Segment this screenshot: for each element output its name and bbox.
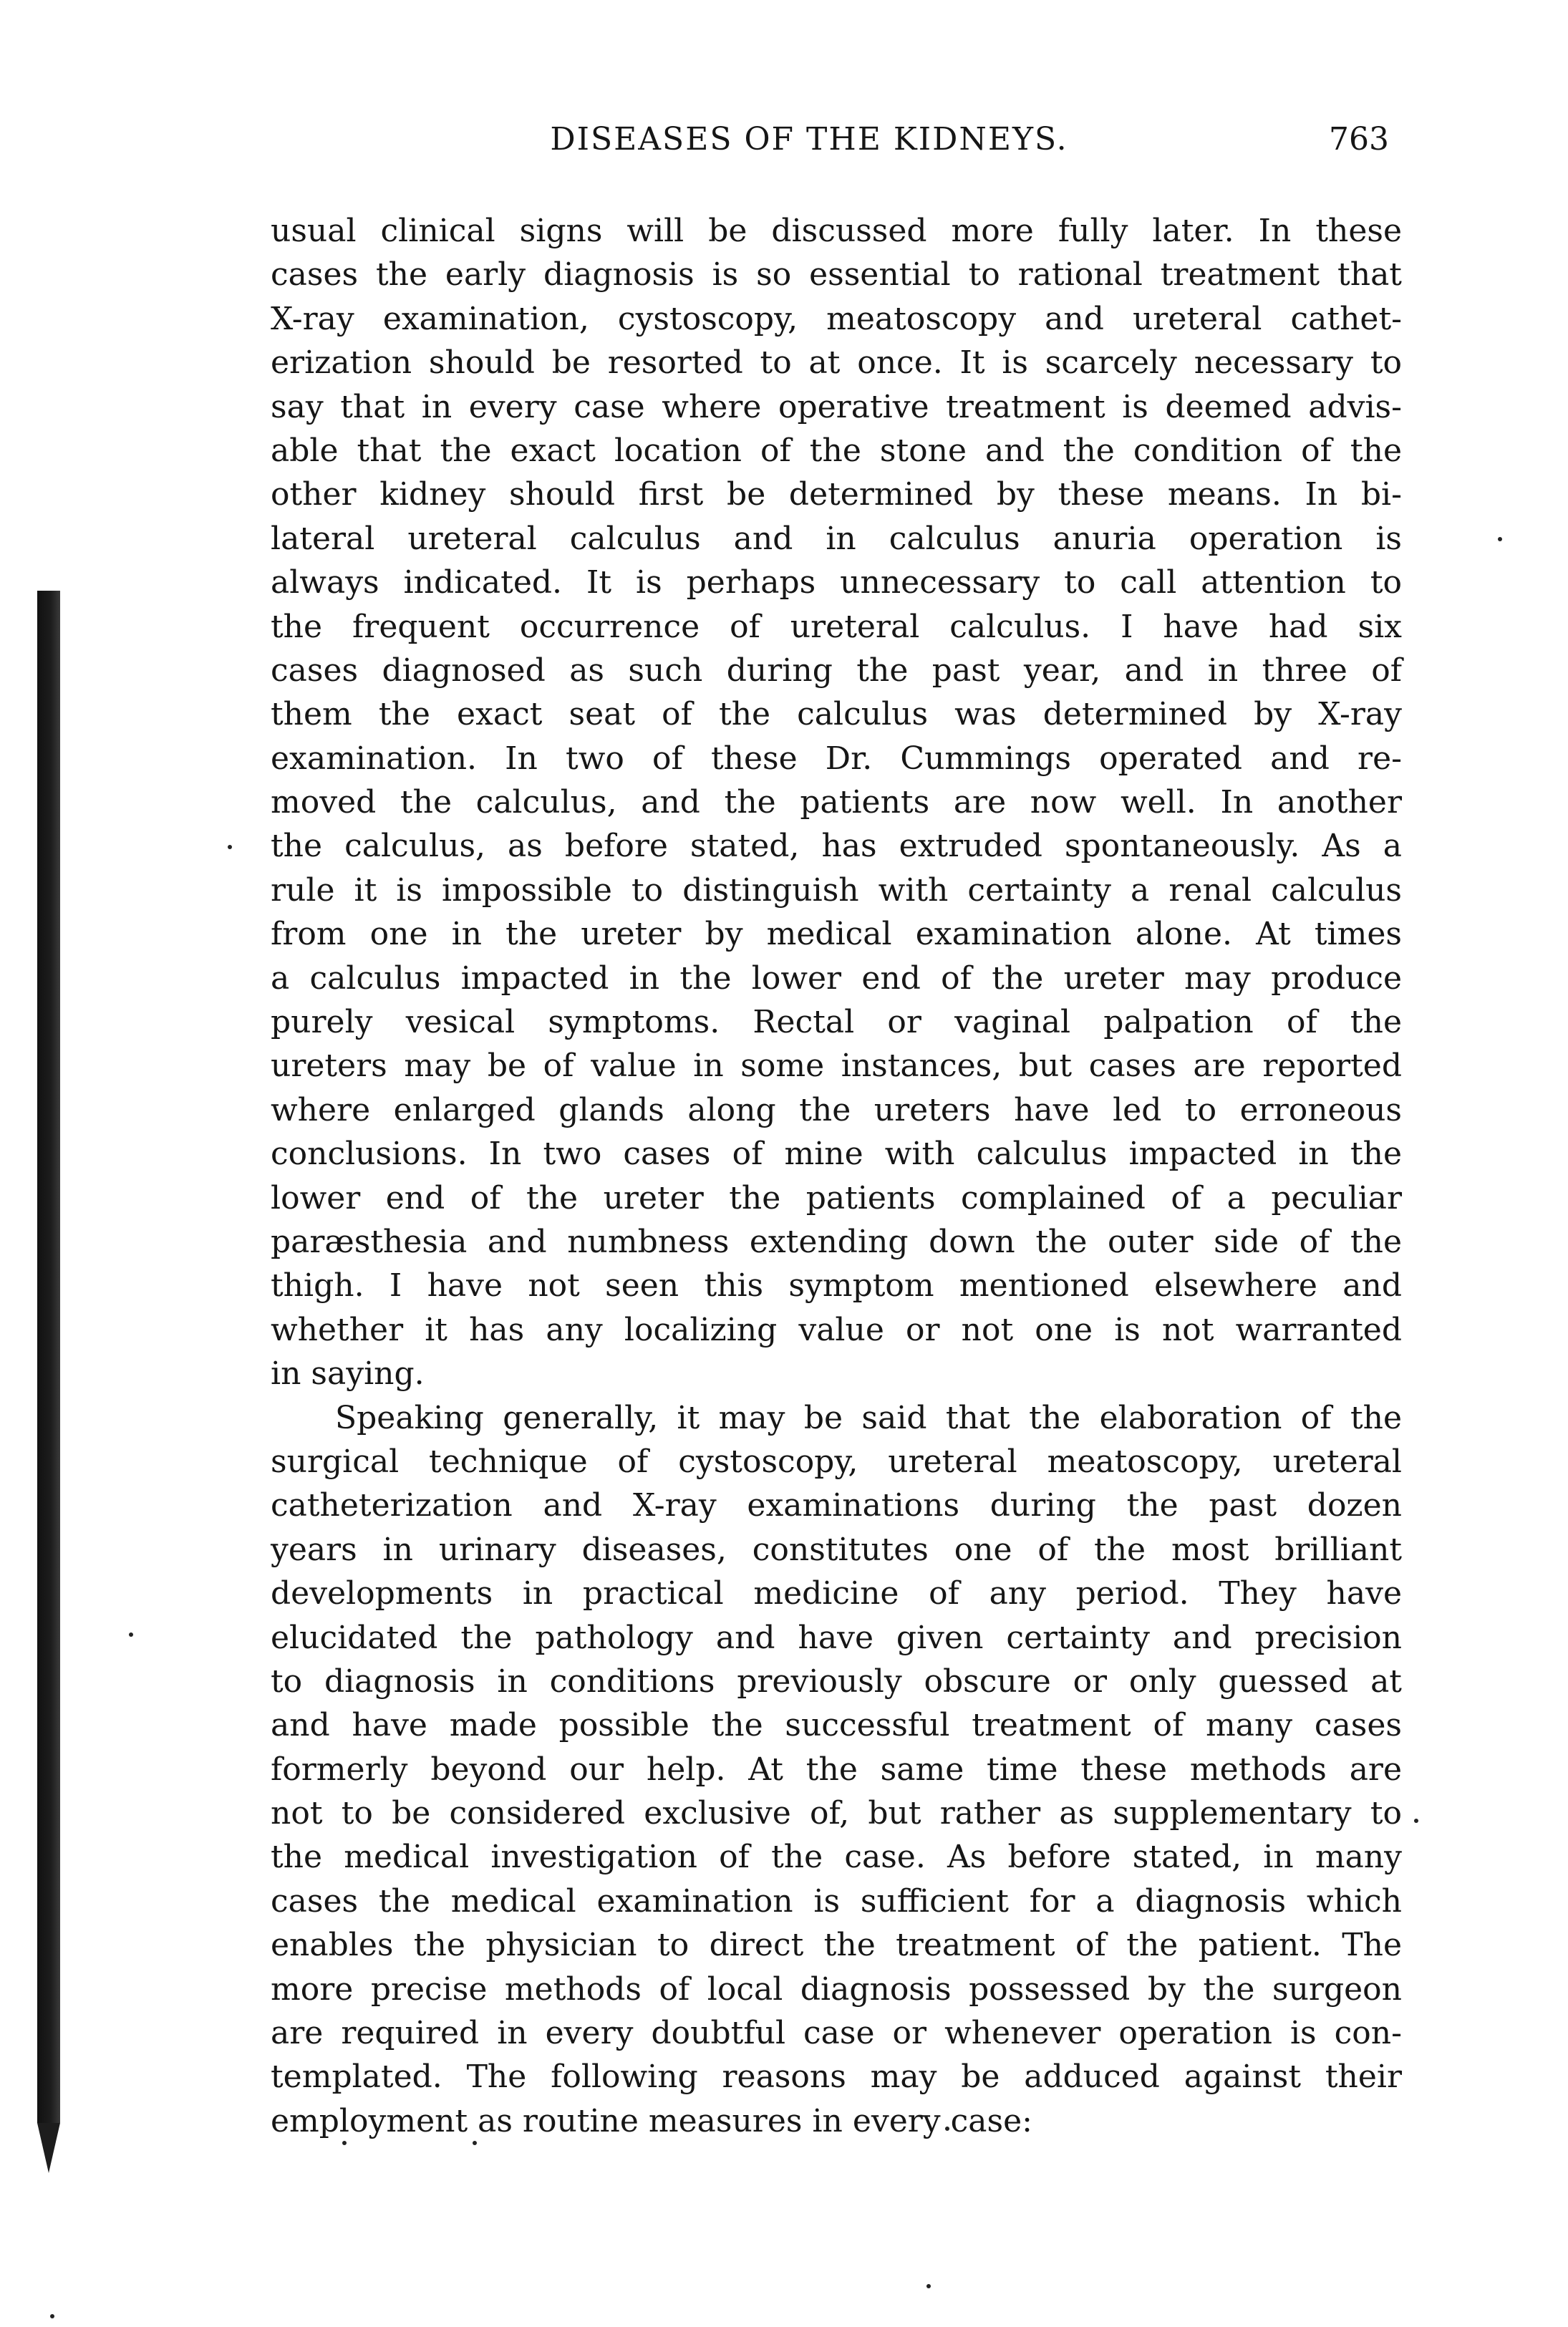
- text-line: years in urinary diseases, constitutes one of the most brilliant: [271, 1531, 1402, 1568]
- text-line: able that the exact location of the stone and the condition of the: [271, 432, 1402, 469]
- text-line: rule it is impossible to distinguish with certainty a renal calculus: [271, 871, 1402, 909]
- text-line: in saying.: [271, 1355, 425, 1393]
- text-line: moved the calculus, and the patients are now well. In another: [271, 784, 1402, 821]
- text-line: say that in every case where operative treatment is deemed advis-: [271, 388, 1402, 425]
- text-line: always indicated. It is perhaps unnecessary to call attention to: [271, 564, 1402, 601]
- text-line: employment as routine measures in every case:: [271, 2102, 1032, 2139]
- scan-speck: [1414, 1819, 1418, 1823]
- text-line: cases the medical examination is sufficient for a diagnosis which: [271, 1882, 1402, 1920]
- text-line: elucidated the pathology and have given certainty and precision: [271, 1619, 1402, 1656]
- text-line: the frequent occurrence of ureteral calculus. I have had six: [271, 608, 1402, 645]
- text-line: thigh. I have not seen this symptom mentioned elsewhere and: [271, 1267, 1402, 1305]
- paragraph-continued: [271, 209, 1402, 1396]
- text-line: surgical technique of cystoscopy, ureteral meatoscopy, ureteral: [271, 1443, 1402, 1480]
- text-line: where enlarged glands along the ureters have led to erroneous: [271, 1091, 1402, 1128]
- text-line: X-ray examination, cystoscopy, meatoscopy and ureteral cathet-: [271, 300, 1402, 337]
- text-line: from one in the ureter by medical examination alone. At times: [271, 916, 1402, 953]
- text-line: examination. In two of these Dr. Cummings operated and re-: [271, 740, 1402, 777]
- text-line: catheterization and X-ray examinations during the past dozen: [271, 1487, 1402, 1524]
- text-line: and have made possible the successful treatment of many cases: [271, 1707, 1402, 1744]
- text-line: Speaking generally, it may be said that the elaboration of the: [335, 1399, 1402, 1436]
- text-line: templated. The following reasons may be adduced against their: [271, 2058, 1402, 2096]
- binding-edge-shadow: [37, 591, 60, 2123]
- text-line: erization should be resorted to at once. It is scarcely necessary to: [271, 344, 1402, 382]
- text-line: paræsthesia and numbness extending down the outer side of the: [271, 1223, 1402, 1260]
- text-line: formerly beyond our help. At the same time these methods are: [271, 1751, 1402, 1788]
- text-line: cases diagnosed as such during the past year, and in three of: [271, 652, 1402, 689]
- text-line: cases the early diagnosis is so essential to rational treatment that: [271, 256, 1402, 294]
- body-text: [271, 209, 1402, 2143]
- text-line: usual clinical signs will be discussed more fully later. In these: [271, 213, 1402, 249]
- scan-speck: [50, 2314, 54, 2318]
- text-line: conclusions. In two cases of mine with calculus impacted in the: [271, 1136, 1402, 1173]
- text-line: a calculus impacted in the lower end of the ureter may produce: [271, 959, 1402, 997]
- text-line: the calculus, as before stated, has extruded spontaneously. As a: [271, 828, 1402, 865]
- binding-edge-tip: [37, 2123, 60, 2173]
- scan-speck: [228, 845, 232, 849]
- text-line: them the exact seat of the calculus was determined by X-ray: [271, 696, 1402, 733]
- text-line: are required in every doubtful case or whenever operation is con-: [271, 2015, 1402, 2052]
- page-header: [272, 115, 1389, 165]
- text-line: the medical investigation of the case. As before stated, in many: [271, 1839, 1402, 1876]
- text-line: to diagnosis in conditions previously obscure or only guessed at: [271, 1663, 1402, 1700]
- text-line: purely vesical symptoms. Rectal or vaginal palpation of the: [271, 1004, 1402, 1041]
- text-line: ureters may be of value in some instances, but cases are reported: [271, 1048, 1402, 1085]
- text-line: lower end of the ureter the patients complained of a peculiar: [271, 1179, 1402, 1216]
- text-line: lateral ureteral calculus and in calculus anuria operation is: [271, 520, 1402, 557]
- text-line: whether it has any localizing value or not one is not warranted: [271, 1311, 1402, 1348]
- scan-speck: [129, 1632, 133, 1637]
- text-line: other kidney should first be determined by these means. In bi-: [271, 476, 1402, 513]
- text-line: not to be considered exclusive of, but rather as supplementary to: [271, 1795, 1402, 1832]
- text-line: more precise methods of local diagnosis possessed by the surgeon: [271, 1970, 1402, 2008]
- page-number: 763: [1329, 121, 1389, 158]
- scan-speck: [926, 2284, 931, 2288]
- text-line: enables the physician to direct the treatment of the patient. The: [271, 1927, 1402, 1964]
- text-line: developments in practical medicine of any period. They have: [271, 1575, 1402, 1612]
- running-title: DISEASES OF THE KIDNEYS.: [550, 121, 1068, 158]
- scan-speck: [1498, 537, 1502, 541]
- paragraph-speaking-generally: [271, 1396, 1402, 2144]
